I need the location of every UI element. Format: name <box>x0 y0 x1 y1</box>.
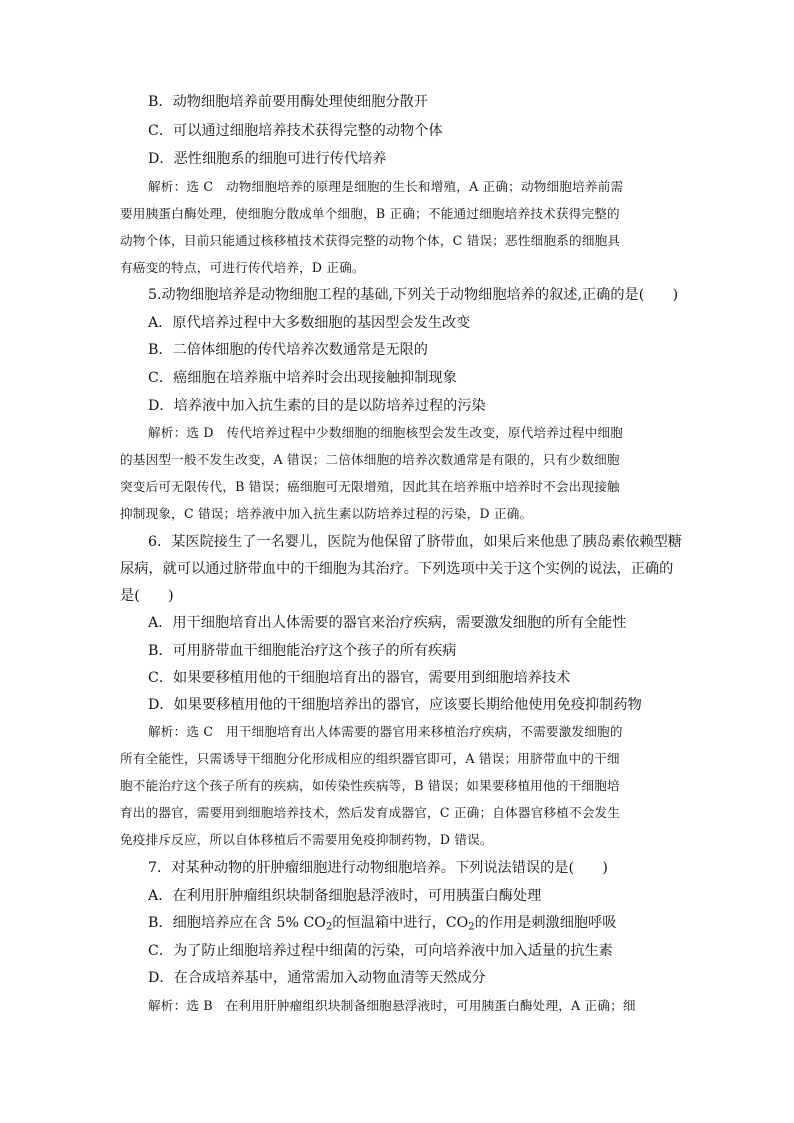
option-4b: B．动物细胞培养前要用酶处理使细胞分散开 <box>148 94 428 110</box>
analysis-4-line-1: 解析：选 C 动物细胞培养的原理是细胞的生长和增殖，A 正确；动物细胞培养前需 <box>148 179 624 194</box>
analysis-6-line-3: 胞不能治疗这个孩子所有的疾病，如传染性疾病等，B 错误；如果要移植用他的干细胞培 <box>120 778 620 793</box>
option-7c: C．为了防止细胞培养过程中细菌的污染，可向培养液中加入适量的抗生素 <box>148 943 613 959</box>
option-5d: D．培养液中加入抗生素的目的是以防培养过程的污染 <box>148 398 486 414</box>
analysis-6-line-5: 免疫排斥反应，所以自体移植后不需要用免疫抑制药物，D 错误。 <box>120 832 493 847</box>
option-7b-part-1: B．细胞培养应在含 5% CO <box>148 915 326 931</box>
question-6-line-1: 6．某医院接生了一名婴儿，医院为他保留了脐带血，如果后来他患了胰岛素依赖型糖 <box>148 534 682 550</box>
option-7b <box>148 913 617 933</box>
analysis-6-line-4: 育出的器官，需要用到细胞培养技术，然后发育成器官，C 正确；自体器官移植不会发生 <box>120 805 621 820</box>
analysis-6-line-1: 解析：选 C 用干细胞培育出人体需要的器官用来移植治疗疾病，不需要激发细胞的 <box>148 724 623 739</box>
option-7a: A．在利用肝肿瘤组织块制备细胞悬浮液时，可用胰蛋白酶处理 <box>148 888 542 904</box>
option-6d: D．如果要移植用他的干细胞培养出的器官，应该要长期给他使用免疫抑制药物 <box>148 697 642 713</box>
question-7: 7．对某种动物的肝肿瘤细胞进行动物细胞培养。下列说法错误的是( ) <box>148 860 608 876</box>
analysis-4-line-3: 动物个体，目前只能通过核移植技术获得完整的动物个体，C 错误；恶性细胞系的细胞具 <box>120 233 621 248</box>
co2-subscript-2: 2 <box>468 921 475 933</box>
question-5: 5.动物细胞培养是动物细胞工程的基础,下列关于动物细胞培养的叙述,正确的是( ) <box>148 287 679 303</box>
analysis-7-line-1: 解析：选 B 在利用肝肿瘤组织块制备细胞悬浮液时，可用胰蛋白酶处理，A 正确；细 <box>148 998 636 1013</box>
co2-subscript-1: 2 <box>325 921 333 933</box>
option-7b-part-3: 的作用是刺激细胞呼吸 <box>474 915 617 931</box>
question-6-line-3: 是( ) <box>120 588 174 604</box>
question-6-line-2: 尿病，就可以通过脐带血中的干细胞为其治疗。下列选项中关于这个实例的说法，正确的 <box>120 561 674 577</box>
option-4c: C．可以通过细胞培养技术获得完整的动物个体 <box>148 123 443 139</box>
analysis-5-line-3: 突变后可无限传代，B 错误；癌细胞可无限增殖，因此其在培养瓶中培养时不会出现接触 <box>120 479 620 494</box>
option-6a: A．用干细胞培育出人体需要的器官来治疗疾病，需要激发细胞的所有全能性 <box>148 615 627 631</box>
option-5a: A．原代培养过程中大多数细胞的基因型会发生改变 <box>148 315 471 331</box>
option-5b: B．二倍体细胞的传代培养次数通常是无限的 <box>148 342 428 358</box>
option-7d: D．在合成培养基中，通常需加入动物血清等天然成分 <box>148 970 486 986</box>
option-7b-part-2: 的恒温箱中进行，CO <box>332 915 469 931</box>
analysis-4-line-4: 有癌变的特点，可进行传代培养，D 正确。 <box>120 260 365 275</box>
analysis-5-line-1: 解析：选 D 传代培养过程中少数细胞的细胞核型会发生改变，原代培养过程中细胞 <box>148 425 624 440</box>
option-6b: B．可用脐带血干细胞能治疗这个孩子的所有疾病 <box>148 643 457 659</box>
option-5c: C．癌细胞在培养瓶中培养时会出现接触抑制现象 <box>148 370 457 386</box>
analysis-5-line-2: 的基因型一般不发生改变，A 错误；二倍体细胞的培养次数通常是有限的，只有少数细胞 <box>120 452 620 467</box>
analysis-6-line-2: 所有全能性，只需诱导干细胞分化形成相应的组织器官即可，A 错误；用脐带血中的干细 <box>120 751 620 766</box>
option-6c: C．如果要移植用他的干细胞培育出的器官，需要用到细胞培养技术 <box>148 670 571 686</box>
analysis-5-line-4: 抑制现象，C 错误；培养液中加入抗生素以防培养过程的污染，D 正确。 <box>120 506 533 521</box>
option-4d: D．恶性细胞系的细胞可进行传代培养 <box>148 151 387 167</box>
analysis-4-line-2: 要用胰蛋白酶处理，使细胞分散成单个细胞，B 正确；不能通过细胞培养技术获得完整的 <box>120 206 620 221</box>
